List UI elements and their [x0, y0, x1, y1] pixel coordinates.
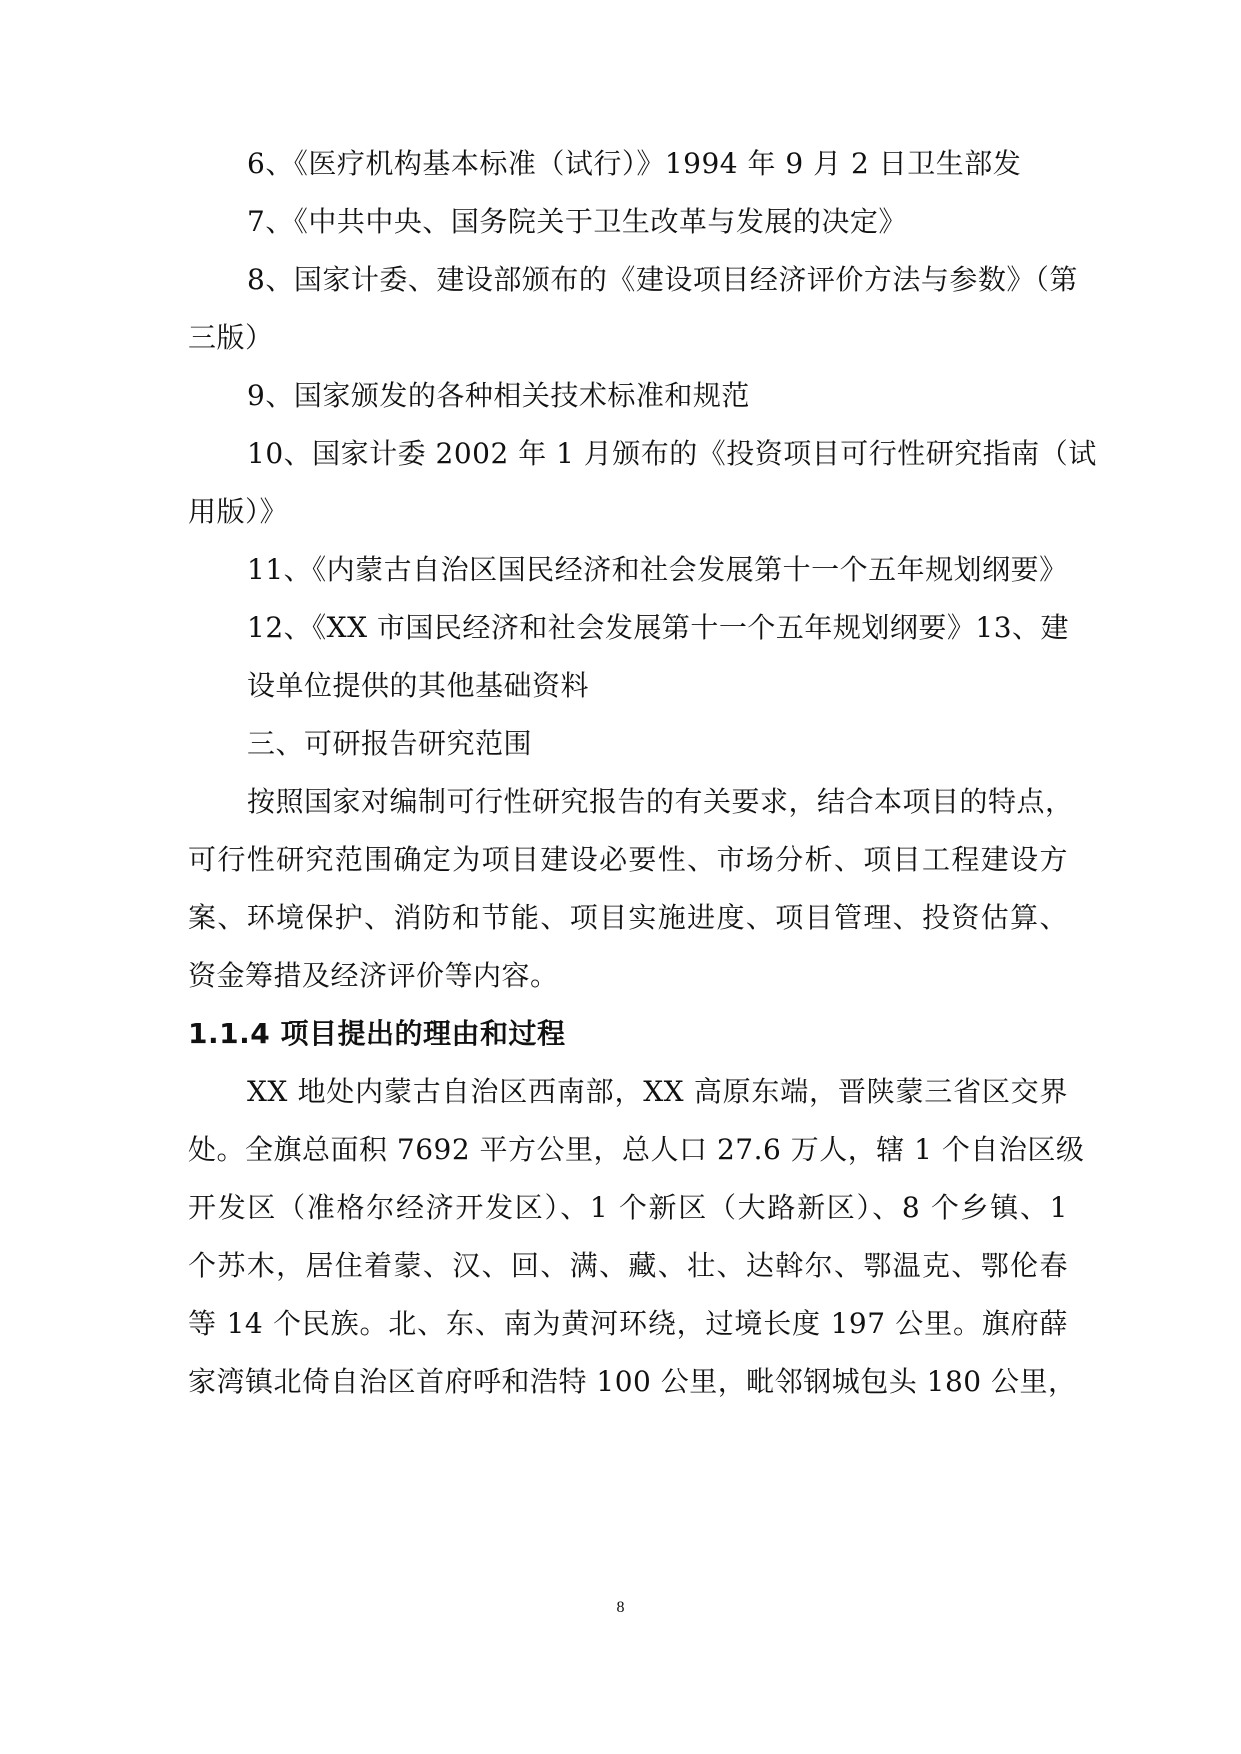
reference-item-13-continued: 设单位提供的其他基础资料	[247, 669, 590, 702]
reference-item-6: 6、《医疗机构基本标准（试行）》1994 年 9 月 2 日卫生部发	[247, 147, 1022, 180]
reference-item-8: 8、国家计委、建设部颁布的《建设项目经济评价方法与参数》（第	[247, 263, 1078, 296]
scope-paragraph-line-4: 资金筹措及经济评价等内容。	[188, 959, 559, 992]
scope-paragraph-line-2: 可行性研究范围确定为项目建设必要性、市场分析、项目工程建设方	[188, 843, 1068, 876]
location-paragraph-line-4: 个苏木，居住着蒙、汉、回、满、藏、壮、达斡尔、鄂温克、鄂伦春	[188, 1249, 1068, 1282]
scope-paragraph-line-1: 按照国家对编制可行性研究报告的有关要求，结合本项目的特点，	[247, 785, 1074, 818]
scope-paragraph-line-3: 案、环境保护、消防和节能、项目实施进度、项目管理、投资估算、	[188, 901, 1068, 934]
reference-item-8-continued: 三版）	[188, 321, 274, 354]
reference-item-12: 12、《XX 市国民经济和社会发展第十一个五年规划纲要》13、建	[247, 611, 1070, 644]
reference-item-7: 7、《中共中央、国务院关于卫生改革与发展的决定》	[247, 205, 907, 238]
location-paragraph-line-5: 等 14 个民族。北、东、南为黄河环绕，过境长度 197 公里。旗府薛	[188, 1307, 1068, 1340]
reference-item-11: 11、《内蒙古自治区国民经济和社会发展第十一个五年规划纲要》	[247, 553, 1068, 586]
reference-item-10: 10、国家计委 2002 年 1 月颁布的《投资项目可行性研究指南（试	[247, 437, 1097, 470]
section-heading-scope: 三、可研报告研究范围	[247, 727, 533, 760]
location-paragraph-line-3: 开发区（准格尔经济开发区）、1 个新区（大路新区）、8 个乡镇、1	[188, 1191, 1068, 1224]
reference-item-10-continued: 用版）》	[188, 495, 289, 528]
location-paragraph-line-2: 处。全旗总面积 7692 平方公里，总人口 27.6 万人，辖 1 个自治区级	[188, 1133, 1085, 1166]
reference-item-9: 9、国家颁发的各种相关技术标准和规范	[247, 379, 750, 412]
page-number: 8	[616, 1599, 625, 1616]
location-paragraph-line-6: 家湾镇北倚自治区首府呼和浩特 100 公里，毗邻钢城包头 180 公里，	[188, 1365, 1077, 1398]
location-paragraph-line-1: XX 地处内蒙古自治区西南部，XX 高原东端，晋陕蒙三省区交界	[247, 1075, 1068, 1108]
section-heading-1-1-4: 1.1.4 项目提出的理由和过程	[188, 1017, 566, 1050]
